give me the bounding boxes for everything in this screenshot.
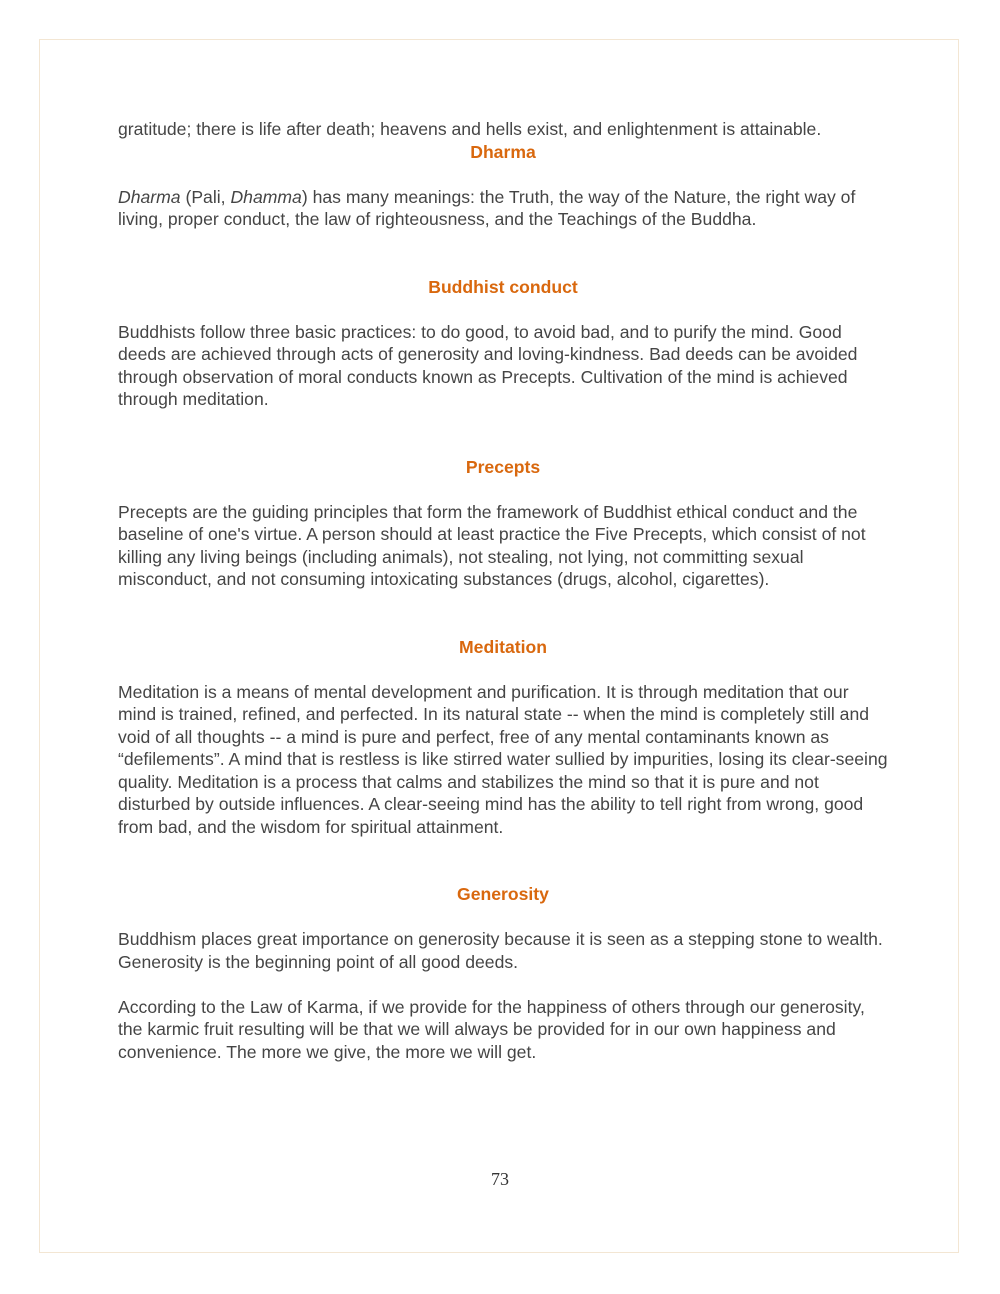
section-heading-buddhist-conduct: Buddhist conduct — [428, 276, 578, 297]
generosity-paragraph-1: Buddhism places great importance on generosity because it is seen as a stepping stone to wealth. Generosity is the beginning point of all good deeds. — [118, 929, 883, 972]
spacer — [118, 411, 888, 456]
spacer — [118, 591, 888, 636]
precepts-paragraph: Precepts are the guiding principles that form the framework of Buddhist ethical conduct and the baseline of one's virtue. A person should at least practice the Five Precepts, which consist of not killing any living beings (including animals), not stealing, not lying, not committing sexual misconduct, and not consuming intoxicating substances (drugs, alcohol, cigarettes). — [118, 501, 866, 589]
spacer — [118, 906, 888, 929]
intro-paragraph: gratitude; there is life after death; heavens and hells exist, and enlightenment is attainable. — [118, 119, 822, 139]
generosity-paragraph-2: According to the Law of Karma, if we provide for the happiness of others through our generosity, the karmic fruit resulting will be that we will always be provided for in our own happiness and convenience. The more we give, the more we will get. — [118, 996, 865, 1062]
section-heading-dharma: Dharma — [470, 141, 536, 162]
section-heading-generosity: Generosity — [457, 884, 549, 904]
page-content — [118, 118, 888, 1063]
page-number: 73 — [491, 1169, 509, 1189]
spacer — [118, 163, 888, 186]
dharma-paragraph — [118, 186, 888, 231]
dharma-pali-prefix: (Pali, — [180, 186, 231, 207]
dharma-term: Dharma — [118, 186, 181, 207]
section-heading-meditation: Meditation — [459, 636, 547, 657]
dharma-body-rest: ) has many meanings: the Truth, the way of the Nature, the right way of living, proper conduct, the law of righteousness, and the Teachings of the Buddha. — [118, 186, 856, 229]
buddhist-conduct-paragraph: Buddhists follow three basic practices: to do good, to avoid bad, and to purify the mind. Good deeds are achieved through acts of generosity and loving-kindness. Bad deeds can be avoided through observation of moral conducts known as Precepts. Cultivation of the mind is achieved through meditation. — [118, 321, 858, 409]
dhamma-term: Dhamma — [230, 186, 302, 207]
spacer — [118, 973, 888, 996]
spacer — [118, 658, 888, 681]
section-heading-precepts: Precepts — [465, 456, 541, 477]
spacer — [118, 231, 888, 276]
spacer — [118, 838, 888, 883]
spacer — [118, 478, 888, 501]
meditation-paragraph: Meditation is a means of mental development and purification. It is through meditation that our mind is trained, refined, and perfected. In its natural state -- when the mind is completely still and void of all thoughts -- a mind is pure and perfect, free of any mental contaminants known as “defilements”. A mind that is restless is like stirred water sullied by impurities, losing its clear-seeing quality. Meditation is a process that calms and stabilizes the mind so that it is pure and not disturbed by outside influences. A clear-seeing mind has the ability to tell right from wrong, good from bad, and the wisdom for spiritual attainment. — [118, 681, 888, 837]
spacer — [118, 298, 888, 321]
